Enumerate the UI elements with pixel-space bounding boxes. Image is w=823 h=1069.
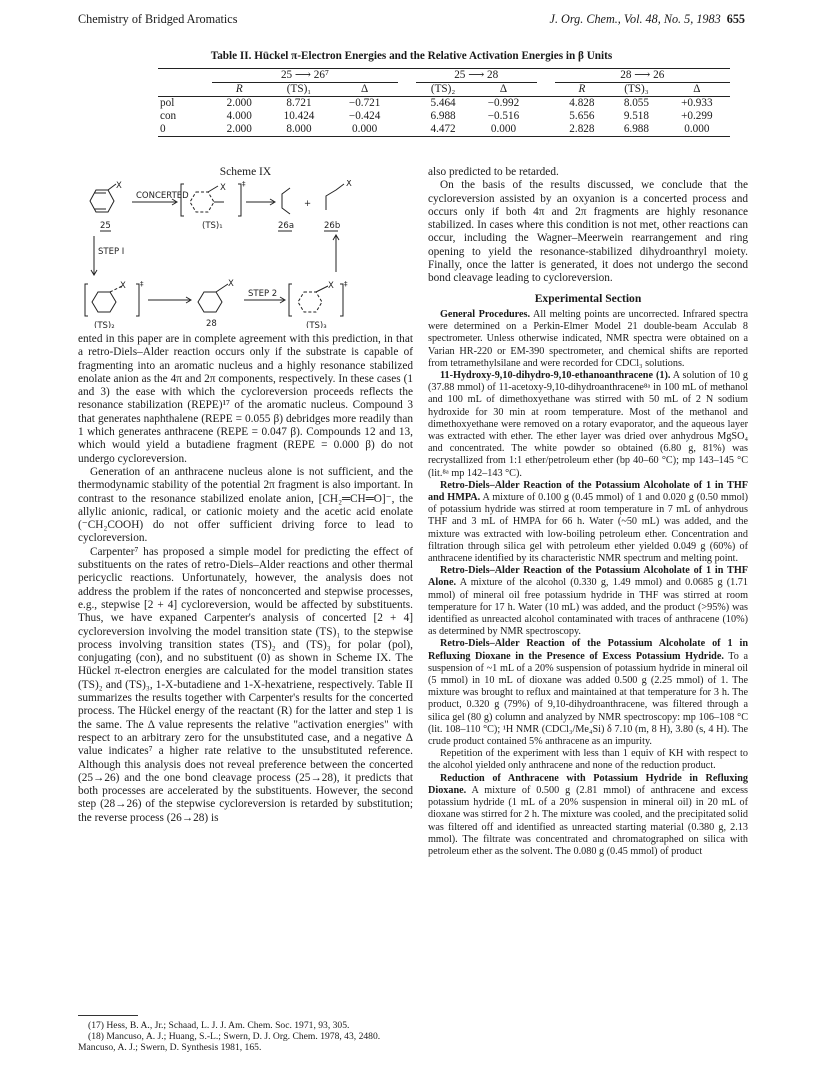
footnotes xyxy=(78,1015,413,1053)
table-cell: 0.000 xyxy=(352,123,378,135)
ts2-label: (TS)₂ xyxy=(94,321,115,328)
compound-25-structure xyxy=(90,181,122,212)
substituent-x: X xyxy=(346,180,352,189)
column-header: Δ xyxy=(664,83,730,97)
plus-sign: + xyxy=(304,199,312,209)
svg-text:‡: ‡ xyxy=(344,280,348,288)
table-cell: 2.000 xyxy=(226,123,252,135)
table-cell: 4.472 xyxy=(430,123,456,135)
left-column-text xyxy=(78,333,413,825)
ts3-structure xyxy=(289,280,348,316)
section-heading: Experimental Section xyxy=(534,291,642,305)
table-row xyxy=(158,110,730,123)
row-label: 0 xyxy=(160,123,166,135)
paragraph-text: A solution of 10 g (37.88 mmol) of 11-acetoxy-9,10-dihydroanthracene⁸ᵃ in 100 mL of methanol and 100 mL of dimethoxyethane was stirred with 50 mL of 2 N sodium hydroxide for 30 min at room temperature. Most of the methanol and dimethoxyethane were removed on a rotary evaporator, and the aqueous layer was extracted with ether. The ether layer was dried over anhydrous MgSO₄ and concentrated. The white powder so obtained (6.80 g, 81%) was recrystallized from 1:1 ether/petroleum ether (bp 40–60 °C); mp 143–145 °C (lit.⁸ᵃ mp 142–143 °C). xyxy=(428,369,748,479)
experimental-paragraph xyxy=(428,309,748,370)
svg-text:‡: ‡ xyxy=(140,280,144,288)
running-header xyxy=(78,12,745,28)
table-cell: 8.055 xyxy=(623,97,649,109)
table-cell: −0.721 xyxy=(348,97,381,109)
table-cell: 2.000 xyxy=(226,97,252,109)
column-header: R xyxy=(555,83,610,97)
table-cell: 2.828 xyxy=(569,123,595,135)
compound-26b-structure xyxy=(326,180,352,210)
table-row xyxy=(158,97,730,111)
scheme-figure xyxy=(78,166,413,326)
table-cell: 5.656 xyxy=(569,110,595,122)
table-cell: 0.000 xyxy=(684,123,710,135)
paragraph-text: To a suspension of ~1 mL of a 20% suspension of potassium hydride in mineral oil (5 mmol) in 10 mL of dioxane was added 0.500 g (2.25 mmol) of 1. The mixture was brought to reflux and maintained at that temperature for 3 h. The product, 0.320 g (79%) of 9,10-dihydroanthracene, was filtered through a silica gel (80 g) column and analyzed by NMR spectroscopy: mp 106–108 °C (lit. 108–110 °C); ¹H NMR (CDCl₃/Me₄Si) δ 7.10 (m, 8 H), 3.80 (s, 4 H). The crude product contained 5% anthracene as an impurity. xyxy=(428,650,748,748)
body-paragraph: On the basis of the results discussed, we conclude that the cycloreversion assisted by an oxyanion is a concerted process and occurs only if both 4π and 2π fragments are highly resonance stabilized. In cases where this condition is not met, other reactions can occur, including the Wagner–Meerwein rearrangement and ring opening to yield the resonance-stabilized dihydroanthryl moiety. Finally, once the latter is generated, it does not undergo the second bond cleavage leading to cycloreversion. xyxy=(428,179,748,285)
footnote-rule xyxy=(78,1015,138,1016)
scheme-diagram xyxy=(78,180,413,328)
paragraph-heading: General Procedures. xyxy=(440,308,531,320)
page-number: 655 xyxy=(726,12,745,26)
experimental-paragraph xyxy=(428,480,748,565)
table-cell: 4.828 xyxy=(569,97,595,109)
table-cell: 9.518 xyxy=(623,110,649,122)
experimental-paragraph xyxy=(428,370,748,480)
substituent-x: X xyxy=(116,181,122,191)
paragraph-heading: Reduction of Anthracene with Potassium Hydride in Refluxing Dioxane. xyxy=(428,772,748,796)
paragraph-heading: Retro-Diels–Alder Reaction of the Potassium Alcoholate of 1 in THF Alone. xyxy=(428,565,748,589)
substituent-x: X xyxy=(228,279,234,289)
compound-28-label: 28 xyxy=(206,319,217,328)
step2-label: STEP 2 xyxy=(248,289,278,299)
substituent-x: X xyxy=(220,183,226,193)
experimental-paragraph xyxy=(428,773,748,858)
substituent-x: X xyxy=(328,281,334,291)
arrow-right xyxy=(148,297,191,303)
paragraph-heading: Retro-Diels–Alder Reaction of the Potassium Alcoholate of 1 in Refluxing Dioxane in the Presence of Excess Potassium Hydride. xyxy=(428,638,748,662)
paragraph-text: A mixture of 0.100 g (0.45 mmol) of 1 and 0.020 g (0.50 mmol) of potassium hydride was stirred at room temperature in 7 mL of anhydrous THF and 3 mL of HMPA for 66 h. Water (~50 mL) was added, and the mixture was extracted with low-boiling petroleum ether. Concentration and filtration through silica gel with petroleum ether yielded 0.049 g (60%) of anthracene identified by its characteristic NMR spectrum and melting point. xyxy=(428,492,748,565)
table-cell: +0.299 xyxy=(681,110,713,122)
compound-28-structure xyxy=(198,279,234,312)
column-header: Δ xyxy=(331,83,397,97)
group-header: 25 ⟶ 28 xyxy=(416,69,537,83)
running-title: Chemistry of Bridged Aromatics xyxy=(78,12,238,26)
table-row xyxy=(158,123,730,137)
right-column-text xyxy=(428,166,748,858)
step1-label: STEP I xyxy=(98,247,125,257)
ts1-label: (TS)₁ xyxy=(202,221,223,231)
column-header: (TS)₂ xyxy=(416,83,471,97)
row-label: pol xyxy=(160,97,175,109)
scheme-title: Scheme IX xyxy=(219,166,272,178)
column-header: (TS)₁ xyxy=(267,83,332,97)
body-paragraph: Carpenter⁷ has proposed a simple model for predicting the effect of substituents on the rates of retro-Diels–Alder reactions and other thermal pericyclic reactions. Unfortunately, however, the analysis does not address the problem if the rates of nonconcerted and stepwise processes, e.g., stepwise [2 + 4] cycloreversion, would be affected by substituents. Thus, we have expaned Carpenter's analysis of concerted [2 + 4] cycloreversion involving the model transition state (TS)₁ to the stepwise process involving transition states (TS)₂ and (TS)₃ for polar (pol), conjugating (con), and no substituent (0) as shown in Scheme IX. The Hückel π-electron energies are calculated for the model transition states (TS)₂ and (TS)₃, 1-X-butadiene and 1-X-hexatriene, respectively. Table II summarizes the results together with Carpenter's results for the concerted process. The Hückel energy of the reactant (R) for the latter and step 1 is the same. The Δ value represents the relative "activation energies" with respect to an arbitrary zero for the unsubstituted case, and a negative Δ value indicates⁷ a higher rate relative to the unsubstituted reference. Although this analysis does not reveal preference between the concerted (25→26) and the one bond cleavage process (25→28), it predicts that both processes are accelerated by the substituents. However, the second step (28→26) of the stepwise cycloreversion is retarded by substitution; the reverse process (26→28) is xyxy=(78,545,413,824)
row-label: con xyxy=(160,110,177,122)
table-cell: 0.000 xyxy=(490,123,517,135)
table-cell: 5.464 xyxy=(430,97,456,109)
table-column-row xyxy=(158,83,730,97)
paragraph-text: A mixture of 0.500 g (2.81 mmol) of anthracene and excess potassium hydride (1 mL of a 20% suspension in mineral oil) in 20 mL of dioxane was stirred for 2 h. The mixture was cooled, and the precipitated solid was filtered off and identified as unreacted starting material (0.380 g, 2.13 mmol). The filtrate was concentrated and chromatographed on silica with petroleum ether as the solvent. The 0.080 g (0.45 mmol) of product xyxy=(428,784,748,857)
arrow-up xyxy=(333,235,339,272)
svg-text:‡: ‡ xyxy=(242,180,246,188)
journal-name: J. Org. Chem., Vol. 48, No. 5, 1983 xyxy=(549,12,721,26)
ts2-structure xyxy=(85,280,144,316)
paragraph-heading: 11-Hydroxy-9,10-dihydro-9,10-ethanoanthracene (1). xyxy=(440,369,671,381)
table-cell: 8.721 xyxy=(286,97,312,109)
experimental-paragraph xyxy=(428,748,748,772)
compound-26a-structure xyxy=(282,188,290,214)
compound-26b-label: 26b xyxy=(324,221,341,231)
group-header: 25 ⟶ 26⁷ xyxy=(212,69,398,83)
energy-table xyxy=(158,68,730,137)
experimental-paragraph xyxy=(428,638,748,748)
paragraph-text: A mixture of the alcohol (0.330 g, 1.49 mmol) and 0.0685 g (1.71 mmol) of mineral oil free potassium hydride in THF was stirred at room temperature for 17 h. Water (10 mL) was added, and the product (>95%) was identified as unreacted alcohol contaminated with traces of anthracene (10%) as determined by NMR spectroscopy. xyxy=(428,577,748,638)
table-cell: 6.988 xyxy=(430,110,456,122)
table-cell: −0.424 xyxy=(348,110,381,122)
paragraph-text: Repetition of the experiment with less than 1 equiv of KH with respect to the alcohol yielded only anthracene and none of the reduction product. xyxy=(428,748,748,772)
arrow-right xyxy=(246,199,275,205)
paragraph-heading: Retro-Diels–Alder Reaction of the Potassium Alcoholate of 1 in THF and HMPA. xyxy=(428,479,748,504)
table-cell: 4.000 xyxy=(226,110,252,122)
column-header: Δ xyxy=(470,83,536,97)
group-header: 28 ⟶ 26 xyxy=(555,69,730,83)
arrow-down xyxy=(91,236,97,275)
compound-26a-label: 26a xyxy=(278,221,295,231)
table-cell: 10.424 xyxy=(283,110,315,122)
experimental-paragraph xyxy=(428,565,748,638)
body-paragraph: ented in this paper are in complete agreement with this prediction, in that a retro-Diels–Alder reaction occurs only if the substrate is capable of fragmenting into an aromatic nucleus and a highly resonance stabilized enolate anion as the 4π and 2π components, respectively. In these cases (1 and 3) the ease with which the cycloreversion proceeds reflects the resonance stabilization (REPE)¹⁷ of the aromatic nucleus. Compound 3 that generates naphthalene (REPE = 0.055 β) debridges more readily than 1 which generates anthracene (REPE = 0.047 β). Compounds 12 and 13, which would yield a butadiene fragment (REPE = 0.000 β) do not undergo cycloreversion. xyxy=(78,333,413,465)
footnote: (18) Mancuso, A. J.; Huang, S.-L.; Swern, D. J. Org. Chem. 1978, 43, 2480. Mancuso, A. J.; Swern, D. Synthesis 1981, 165. xyxy=(78,1031,381,1053)
substituent-x: X xyxy=(120,281,126,291)
ts1-structure xyxy=(181,180,246,216)
compound-25-label: 25 xyxy=(100,221,111,231)
table-cell: 8.000 xyxy=(286,123,312,135)
concerted-label: CONCERTED xyxy=(136,191,189,201)
table-caption: Table II. Hückel π-Electron Energies and the Relative Activation Energies in β Units xyxy=(210,50,613,62)
ts3-label: (TS)₃ xyxy=(306,321,327,328)
footnote: (17) Hess, B. A., Jr.; Schaad, L. J. J. Am. Chem. Soc. 1971, 93, 305. xyxy=(88,1020,350,1031)
paragraph-text: All melting points are uncorrected. Infrared spectra were determined on a Perkin-Elmer Model 21 double-beam Acculab 8 spectrometer. Unless otherwise indicated, NMR spectra were obtained on a Varian HR-220 or EM-390 spectrometer, and chemical shifts are reported from tetramethylsilane and were recorded for CDCl₃ solutions. xyxy=(428,308,748,369)
table-cell: −0.992 xyxy=(487,97,520,109)
column-header: R xyxy=(212,83,267,97)
journal-citation xyxy=(550,12,745,27)
table-cell: +0.933 xyxy=(681,97,713,109)
body-paragraph: Generation of an anthracene nucleus alone is not sufficient, and the thermodynamic stability of the potential 2π fragment is also important. In contrast to the resonance stabilized enolate anion, [CH₂═CH═O]⁻, the allylic anionic, radical, or cationic moiety and the acetic acid enolate (⁻CH₂COOH) do not offer sufficient driving force to lead to cycloreversion. xyxy=(78,465,413,545)
body-paragraph: also predicted to be retarded. xyxy=(428,166,559,178)
column-header: (TS)₃ xyxy=(609,83,664,97)
table-group-row xyxy=(158,69,730,83)
table-cell: 6.988 xyxy=(623,123,649,135)
table-cell: −0.516 xyxy=(487,110,520,122)
